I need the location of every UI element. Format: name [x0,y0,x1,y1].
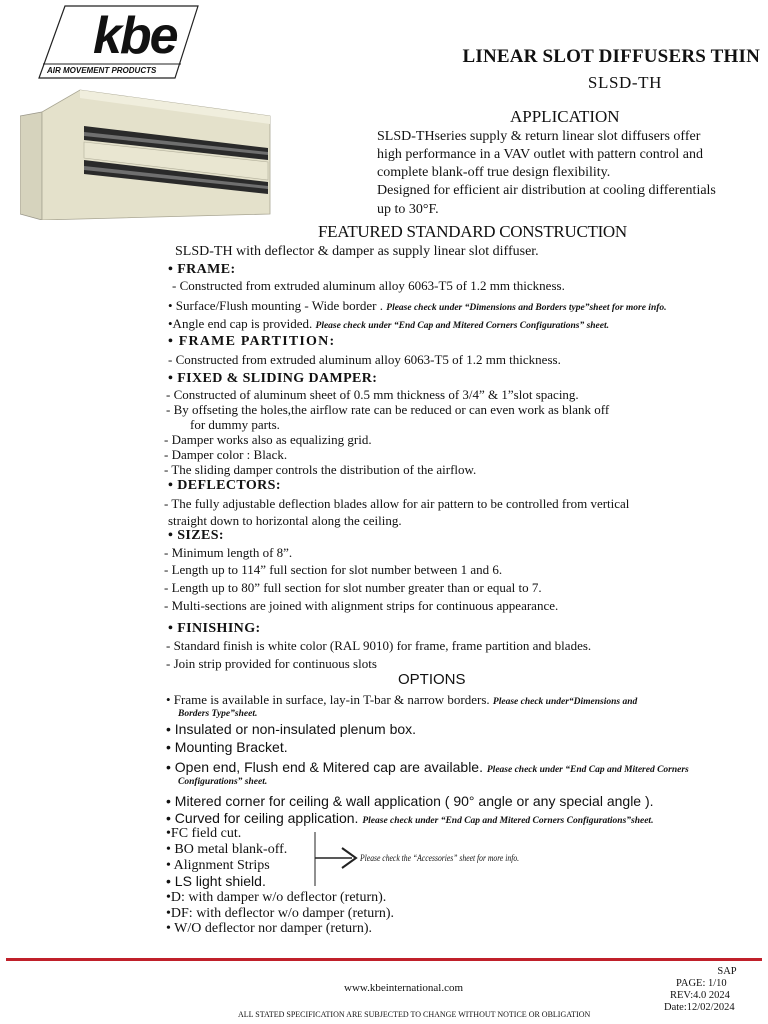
footer-divider [6,958,762,961]
damper-item-5: - The sliding damper controls the distribution of the airflow. [164,462,477,477]
deflectors-item-1a: - The fully adjustable deflection blades allow for air pattern to be controlled from vertical [164,496,630,511]
options-item-6-text: • Curved for ceiling application. [166,810,359,826]
partition-heading: • FRAME PARTITION: [168,334,336,349]
options-item-5: • Mitered corner for ceiling & wall application ( 90° angle or any special angle ). [166,793,654,809]
damper-item-1: - Constructed of aluminum sheet of 0.5 mm thickness of 3/4” & 1”slot spacing. [166,387,579,402]
doc-date: Date:12/02/2024 [664,1002,735,1013]
options-item-8: • BO metal blank-off. [166,842,288,857]
options-item-13: • W/O deflector nor damper (return). [166,921,373,936]
options-item-1-note-b: Borders Type”sheet. [178,709,258,719]
product-end-cap [20,112,42,220]
frame-item-2 [168,298,667,316]
accessories-arrow-icon [312,832,362,886]
footer-website-text: www.kbeinternational.com [344,982,464,994]
doc-revision: REV:4.0 2024 [670,990,730,1001]
construction-intro: SLSD-TH with deflector & damper as supply linear slot diffuser. [175,244,539,259]
frame-item-3-note: Please check under “End Cap and Mitered Corners Configurations” sheet. [315,321,609,331]
options-item-6-note: Please check under “End Cap and Mitered Corners Configurations”sheet. [362,816,654,826]
application-heading: APPLICATION [510,107,620,126]
application-line-5: up to 30°F. [377,202,439,217]
doc-page: PAGE: 1/10 [676,978,727,989]
frame-item-3-text: •Angle end cap is provided. [168,316,313,331]
options-item-3: • Mounting Bracket. [166,739,288,755]
options-item-4-note-b: Configurations” sheet. [178,777,268,787]
sizes-item-1: - Minimum length of 8”. [164,545,293,560]
sizes-item-4: - Multi-sections are joined with alignment strips for continuous appearance. [164,598,559,613]
doc-info [660,966,756,1014]
options-item-4-note-a: Please check under “End Cap and Mitered Corners [486,765,689,775]
frame-item-2-note: Please check under “Dimensions and Borders type”sheet for more info. [386,303,667,313]
footer-website[interactable] [344,982,463,994]
company-logo [35,4,197,78]
options-item-4 [166,759,689,775]
options-heading: OPTIONS [398,671,466,688]
options-item-9: • Alignment Strips [166,858,270,873]
frame-item-2-text: • Surface/Flush mounting - Wide border . [168,298,384,313]
options-item-11: •D: with damper w/o deflector (return). [166,890,387,905]
options-item-1-text: • Frame is available in surface, lay-in T-bar & narrow borders. [166,692,490,707]
options-item-2: • Insulated or non-insulated plenum box. [166,721,417,737]
finishing-heading: • FINISHING: [168,621,261,636]
accessories-note: Please check the “Accessories” sheet for more info. [360,853,520,863]
options-item-6 [166,810,653,826]
damper-item-3: - Damper works also as equalizing grid. [164,432,372,447]
footer-disclaimer: ALL STATED SPECIFICATION ARE SUBJECTED TO CHANGE WITHOUT NOTICE OR OBLIGATION [238,1010,591,1019]
finishing-item-2: - Join strip provided for continuous slots [166,656,377,671]
sizes-heading: • SIZES: [168,528,224,543]
deflectors-item-1b: straight down to horizontal along the ceiling. [168,513,402,528]
application-line-1: SLSD-THseries supply & return linear slot diffusers offer [377,129,701,144]
damper-item-4: - Damper color : Black. [164,447,288,462]
partition-item-1: - Constructed from extruded aluminum alloy 6063-T5 of 1.2 mm thickness. [168,352,561,367]
damper-item-2b: for dummy parts. [190,417,280,432]
options-item-10: • LS light shield. [166,873,266,889]
options-item-4-text: • Open end, Flush end & Mitered cap are available. [166,759,483,775]
frame-item-1: - Constructed from extruded aluminum alloy 6063-T5 of 1.2 mm thickness. [172,278,565,293]
options-item-12: •DF: with deflector w/o damper (return). [166,906,395,921]
sizes-item-3: - Length up to 80” full section for slot number greater than or equal to 7. [164,580,542,595]
construction-heading: FEATURED STANDARD CONSTRUCTION [318,222,627,241]
frame-heading: • FRAME: [168,262,236,277]
frame-item-3 [168,316,609,334]
model-code: SLSD-TH [587,73,662,92]
options-item-1 [166,692,637,710]
application-line-3: complete blank-off true design flexibility. [377,165,611,180]
doc-code: SAP [717,966,737,977]
options-item-1-note-a: Please check under“Dimensions and [492,697,638,707]
product-image [20,86,276,220]
logo-wordmark: kbe [93,7,177,65]
application-line-4: Designed for efficient air distribution at cooling differentials [377,183,716,198]
application-line-2: high performance in a VAV outlet with pattern control and [377,147,703,162]
damper-heading: • FIXED & SLIDING DAMPER: [168,371,378,386]
finishing-item-1: - Standard finish is white color (RAL 9010) for frame, frame partition and blades. [166,638,592,653]
deflectors-heading: • DEFLECTORS: [168,478,281,493]
logo-tagline: AIR MOVEMENT PRODUCTS [47,66,157,75]
page-title: LINEAR SLOT DIFFUSERS THIN [462,46,760,67]
damper-item-2a: - By offseting the holes,the airflow rate can be reduced or can even work as blank off [166,402,610,417]
options-item-7: •FC field cut. [166,826,242,841]
sizes-item-2: - Length up to 114” full section for slot number between 1 and 6. [164,562,503,577]
